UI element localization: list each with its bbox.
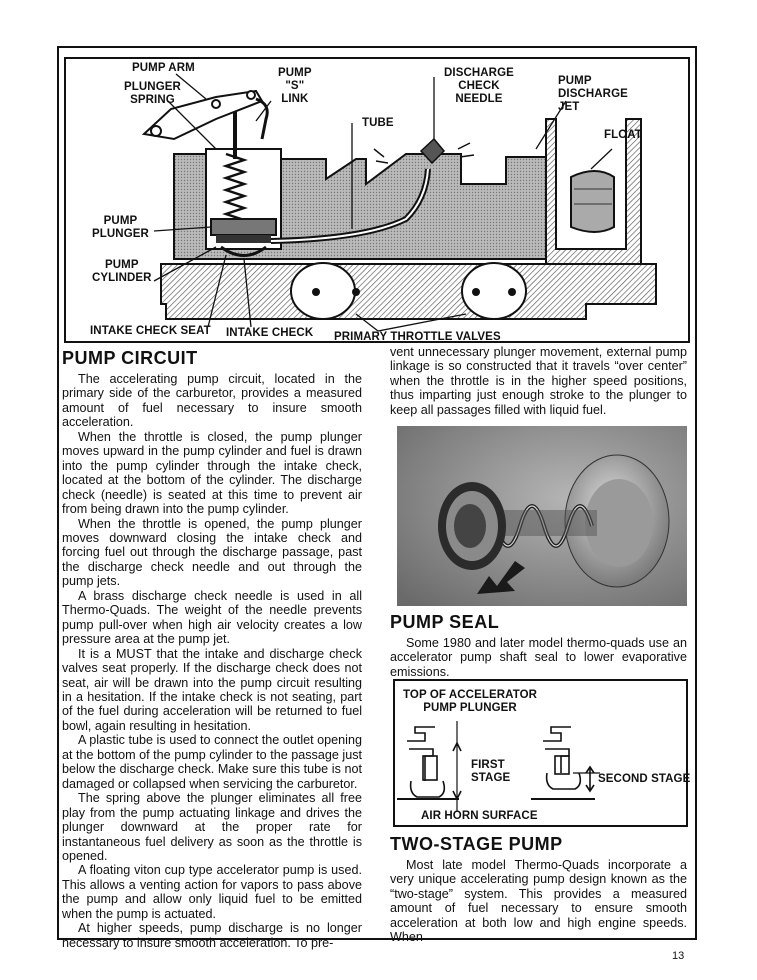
- label-tube: TUBE: [362, 117, 394, 129]
- paragraph: Some 1980 and later model thermo-quads use an accelerator pump shaft seal to lower evaporative emissions.: [390, 636, 687, 679]
- label-discharge-check-needle: DISCHARGE CHECK NEEDLE: [444, 67, 514, 105]
- paragraph: The accelerating pump circuit, located in the primary side of the carburetor, provides a measured amount of fuel necessary to insure smooth acceleration.: [62, 372, 362, 430]
- label-top-of-plunger: TOP OF ACCELERATOR PUMP PLUNGER: [403, 689, 538, 714]
- paragraph: A plastic tube is used to connect the outlet opening at the bottom of the pump cylinder to the passage just below the discharge check. Make sure this tube is not damaged or collapsed when servicing the carburetor.: [62, 733, 362, 791]
- label-pump-cylinder: PUMP CYLINDER: [92, 259, 152, 284]
- paragraph: A brass discharge check needle is used in all Thermo-Quads. The weight of the needle prevents pump pull-over when high air velocity creates a low pressure area at the pump jet.: [62, 588, 362, 647]
- paragraph: Most late model Thermo-Quads incorporate a very unique accelerating pump design known as the “two-stage” system. This provides a measured amount of fuel necessary to ensure smooth acceleration at both low and high engine speeds. When: [390, 858, 687, 945]
- label-pump-discharge-jet: PUMP DISCHARGE JET: [558, 75, 628, 113]
- label-intake-check-seat: INTAKE CHECK SEAT: [90, 325, 211, 337]
- paragraph: It is a MUST that the intake and discharge check valves seat properly. If the discharge check does not seat, air will be drawn into the pump circuit resulting in a hesitation. If the intake check is not seating, part of the fuel during acceleration will be returned to fuel bowl, again resulting in hesitation.: [62, 646, 362, 733]
- page-number: 13: [672, 950, 685, 962]
- label-plunger-spring: PLUNGER SPRING: [124, 81, 181, 106]
- two-stage-text-block: [390, 858, 687, 945]
- left-column-text: [62, 372, 362, 950]
- heading-two-stage-pump: TWO-STAGE PUMP: [390, 834, 563, 854]
- pump-seal-text-block: [390, 636, 687, 679]
- right-column-continuation: [390, 345, 687, 417]
- label-pump-plunger: PUMP PLUNGER: [92, 215, 149, 240]
- paragraph: When the throttle is closed, the pump plunger moves upward in the pump cylinder and fuel is drawn into the pump cylinder through the intake check, located at the bottom of the cylinder. The discharge check (needle) is seated at this time to prevent air from being drawn into the pump cylinder.: [62, 429, 362, 517]
- heading-pump-circuit: PUMP CIRCUIT: [62, 348, 198, 368]
- pump-seal-photo: [397, 426, 687, 606]
- label-primary-throttle-valves: PRIMARY THROTTLE VALVES: [334, 331, 501, 343]
- label-intake-check: INTAKE CHECK: [226, 327, 314, 339]
- two-stage-pump-diagram: [393, 679, 691, 827]
- label-pump-arm: PUMP ARM: [132, 62, 195, 74]
- label-air-horn-surface: AIR HORN SURFACE: [421, 810, 538, 822]
- label-pump-s-link: PUMP "S" LINK: [278, 67, 312, 105]
- label-second-stage: SECOND STAGE: [598, 773, 691, 785]
- paragraph: vent unnecessary plunger movement, external pump linkage is so constructed that it travels “over center” when the throttle is in the higher speed positions, thus imparting just enough stroke to the plunger to keep all passages filled with liquid fuel.: [390, 345, 687, 417]
- heading-pump-seal: PUMP SEAL: [390, 612, 500, 632]
- paragraph: When the throttle is opened, the pump plunger moves downward closing the intake check and forcing fuel out through the discharge passage, past the discharge check needle and out through the pump jets.: [62, 516, 362, 589]
- pump-seal-photo-image: [397, 426, 687, 606]
- paragraph: At higher speeds, pump discharge is no longer necessary to insure smooth acceleration. To pre-: [62, 921, 362, 950]
- paragraph: The spring above the plunger eliminates all free play from the pump actuating linkage and drives the plunger downward at the proper rate for instantaneous fuel delivery as soon as the throttle is opened.: [62, 791, 362, 863]
- pump-circuit-figure: [64, 57, 690, 343]
- label-first-stage: FIRST STAGE: [471, 759, 511, 784]
- label-float: FLOAT: [604, 129, 642, 141]
- paragraph: A floating viton cup type accelerator pump is used. This allows a venting action for vapors to pass above the pump and allow only liquid fuel to be emitted when the pump is actuated.: [62, 863, 362, 921]
